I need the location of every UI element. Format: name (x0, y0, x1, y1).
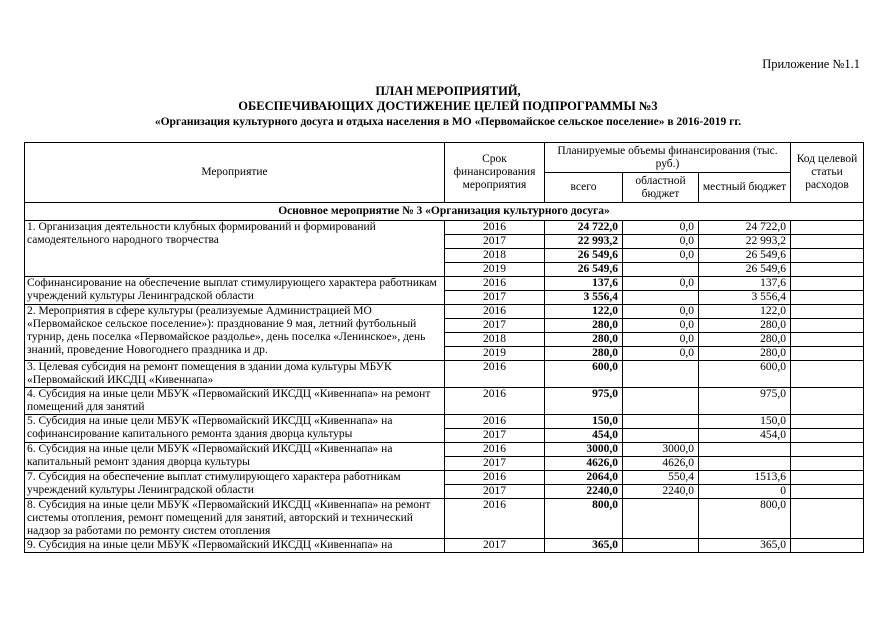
total-cell: 975,0 (545, 388, 623, 415)
year-cell: 2017 (445, 485, 545, 499)
regional-cell (623, 291, 699, 305)
total-cell: 22 993,2 (545, 235, 623, 249)
code-cell (791, 249, 864, 263)
local-cell: 137,6 (699, 277, 791, 291)
event-description: 8. Субсидия на иные цели МБУК «Первомайский ИКСДЦ «Кивеннапа» на ремонт системы отопления, ремонт помещений для занятий, авторский и технический надзор за работами по ремонту систем отопления (25, 499, 445, 539)
regional-cell: 0,0 (623, 333, 699, 347)
header-regional: областной бюджет (623, 173, 699, 203)
regional-cell (623, 539, 699, 553)
year-cell: 2016 (445, 415, 545, 429)
year-cell: 2016 (445, 471, 545, 485)
total-cell: 280,0 (545, 319, 623, 333)
local-cell: 365,0 (699, 539, 791, 553)
code-cell (791, 263, 864, 277)
local-cell: 0 (699, 485, 791, 499)
regional-cell: 0,0 (623, 305, 699, 319)
header-local: местный бюджет (699, 173, 791, 203)
code-cell (791, 388, 864, 415)
table-row (25, 499, 864, 539)
local-cell: 280,0 (699, 319, 791, 333)
plan-table (24, 142, 864, 553)
program-title: «Организация культурного досуга и отдыха населения в МО «Первомайское сельское поселение» в 2016-2019 гг. (154, 116, 742, 128)
code-cell (791, 361, 864, 388)
total-cell: 280,0 (545, 333, 623, 347)
section-title: Основное мероприятие № 3 «Организация культурного досуга» (25, 203, 864, 221)
code-cell (791, 235, 864, 249)
header-term: Срок финансирования мероприятия (445, 143, 545, 203)
total-cell: 26 549,6 (545, 249, 623, 263)
appendix-label: Приложение №1.1 (762, 57, 860, 71)
event-description: 4. Субсидия на иные цели МБУК «Первомайский ИКСДЦ «Кивеннапа» на ремонт помещений для занятий (25, 388, 445, 415)
regional-cell: 0,0 (623, 221, 699, 235)
regional-cell (623, 388, 699, 415)
local-cell: 24 722,0 (699, 221, 791, 235)
regional-cell: 4626,0 (623, 457, 699, 471)
local-cell (699, 443, 791, 457)
local-cell: 122,0 (699, 305, 791, 319)
code-cell (791, 333, 864, 347)
code-cell (791, 319, 864, 333)
event-description: 7. Субсидия на обеспечение выплат стимулирующего характера работникам учреждений культуры Ленинградской области (25, 471, 445, 499)
regional-cell: 0,0 (623, 277, 699, 291)
year-cell: 2017 (445, 429, 545, 443)
year-cell: 2019 (445, 347, 545, 361)
total-cell: 3 556,4 (545, 291, 623, 305)
year-cell: 2017 (445, 235, 545, 249)
total-cell: 280,0 (545, 347, 623, 361)
local-cell: 1513,6 (699, 471, 791, 485)
event-description: 3. Целевая субсидия на ремонт помещения в здании дома культуры МБУК «Первомайский ИКСДЦ «Кивеннапа» (25, 361, 445, 388)
year-cell: 2016 (445, 499, 545, 539)
local-cell: 22 993,2 (699, 235, 791, 249)
total-cell: 2064,0 (545, 471, 623, 485)
year-cell: 2016 (445, 221, 545, 235)
header-planned: Планируемые объемы финансирования (тыс. руб.) (545, 143, 791, 173)
year-cell: 2017 (445, 457, 545, 471)
year-cell: 2018 (445, 333, 545, 347)
total-cell: 26 549,6 (545, 263, 623, 277)
code-cell (791, 443, 864, 457)
table-row (25, 539, 864, 553)
table-row (25, 471, 864, 485)
code-cell (791, 539, 864, 553)
year-cell: 2019 (445, 263, 545, 277)
table-row (25, 388, 864, 415)
total-cell: 4626,0 (545, 457, 623, 471)
year-cell: 2016 (445, 277, 545, 291)
local-cell: 280,0 (699, 333, 791, 347)
table-row (25, 305, 864, 319)
event-description: 5. Субсидия на иные цели МБУК «Первомайский ИКСДЦ «Кивеннапа» на софинансирование капитального ремонта здания дворца культуры (25, 415, 445, 443)
table-row (25, 415, 864, 429)
regional-cell: 0,0 (623, 235, 699, 249)
code-cell (791, 277, 864, 291)
regional-cell (623, 263, 699, 277)
code-cell (791, 485, 864, 499)
table-row (25, 277, 864, 291)
year-cell: 2016 (445, 388, 545, 415)
page-subtitle: ОБЕСПЕЧИВАЮЩИХ ДОСТИЖЕНИЕ ЦЕЛЕЙ ПОДПРОГРАММЫ №3 (238, 99, 658, 113)
regional-cell: 0,0 (623, 249, 699, 263)
year-cell: 2016 (445, 305, 545, 319)
code-cell (791, 499, 864, 539)
code-cell (791, 347, 864, 361)
total-cell: 454,0 (545, 429, 623, 443)
total-cell: 3000,0 (545, 443, 623, 457)
event-description: Софинансирование на обеспечение выплат стимулирующего характера работникам учреждений культуры Ленинградской области (25, 277, 445, 305)
regional-cell: 2240,0 (623, 485, 699, 499)
year-cell: 2016 (445, 361, 545, 388)
year-cell: 2016 (445, 443, 545, 457)
local-cell: 280,0 (699, 347, 791, 361)
regional-cell: 0,0 (623, 319, 699, 333)
event-description: 1. Организация деятельности клубных формирований и формирований самодеятельного народного творчества (25, 221, 445, 277)
event-description: 6. Субсидия на иные цели МБУК «Первомайский ИКСДЦ «Кивеннапа» на капитальный ремонт здания дворца культуры (25, 443, 445, 471)
total-cell: 365,0 (545, 539, 623, 553)
local-cell: 454,0 (699, 429, 791, 443)
code-cell (791, 457, 864, 471)
regional-cell: 3000,0 (623, 443, 699, 457)
total-cell: 2240,0 (545, 485, 623, 499)
table-row (25, 361, 864, 388)
header-event: Мероприятие (25, 143, 445, 203)
local-cell: 800,0 (699, 499, 791, 539)
regional-cell (623, 415, 699, 429)
event-description: 9. Субсидия на иные цели МБУК «Первомайский ИКСДЦ «Кивеннапа» на (25, 539, 445, 553)
table-row (25, 443, 864, 457)
table-row (25, 221, 864, 235)
event-description: 2. Мероприятия в сфере культуры (реализуемые Администрацией МО «Первомайское сельское поселение»): празднование 9 мая, летний футбольный турнир, день поселка «Первомайское раздолье», день поселка «Ленинское», день знаний, проведение Новогоднего праздника и др. (25, 305, 445, 361)
year-cell: 2017 (445, 319, 545, 333)
header-total: всего (545, 173, 623, 203)
total-cell: 137,6 (545, 277, 623, 291)
year-cell: 2017 (445, 539, 545, 553)
year-cell: 2017 (445, 291, 545, 305)
total-cell: 122,0 (545, 305, 623, 319)
regional-cell (623, 429, 699, 443)
regional-cell: 550,4 (623, 471, 699, 485)
local-cell: 600,0 (699, 361, 791, 388)
total-cell: 800,0 (545, 499, 623, 539)
local-cell (699, 457, 791, 471)
code-cell (791, 429, 864, 443)
page-title: ПЛАН МЕРОПРИЯТИЙ, (375, 84, 521, 98)
regional-cell (623, 361, 699, 388)
total-cell: 24 722,0 (545, 221, 623, 235)
regional-cell (623, 499, 699, 539)
local-cell: 975,0 (699, 388, 791, 415)
local-cell: 150,0 (699, 415, 791, 429)
year-cell: 2018 (445, 249, 545, 263)
regional-cell: 0,0 (623, 347, 699, 361)
total-cell: 150,0 (545, 415, 623, 429)
local-cell: 3 556,4 (699, 291, 791, 305)
code-cell (791, 415, 864, 429)
header-code: Код целевой статьи расходов (791, 143, 864, 203)
code-cell (791, 305, 864, 319)
local-cell: 26 549,6 (699, 249, 791, 263)
code-cell (791, 291, 864, 305)
local-cell: 26 549,6 (699, 263, 791, 277)
code-cell (791, 471, 864, 485)
code-cell (791, 221, 864, 235)
total-cell: 600,0 (545, 361, 623, 388)
